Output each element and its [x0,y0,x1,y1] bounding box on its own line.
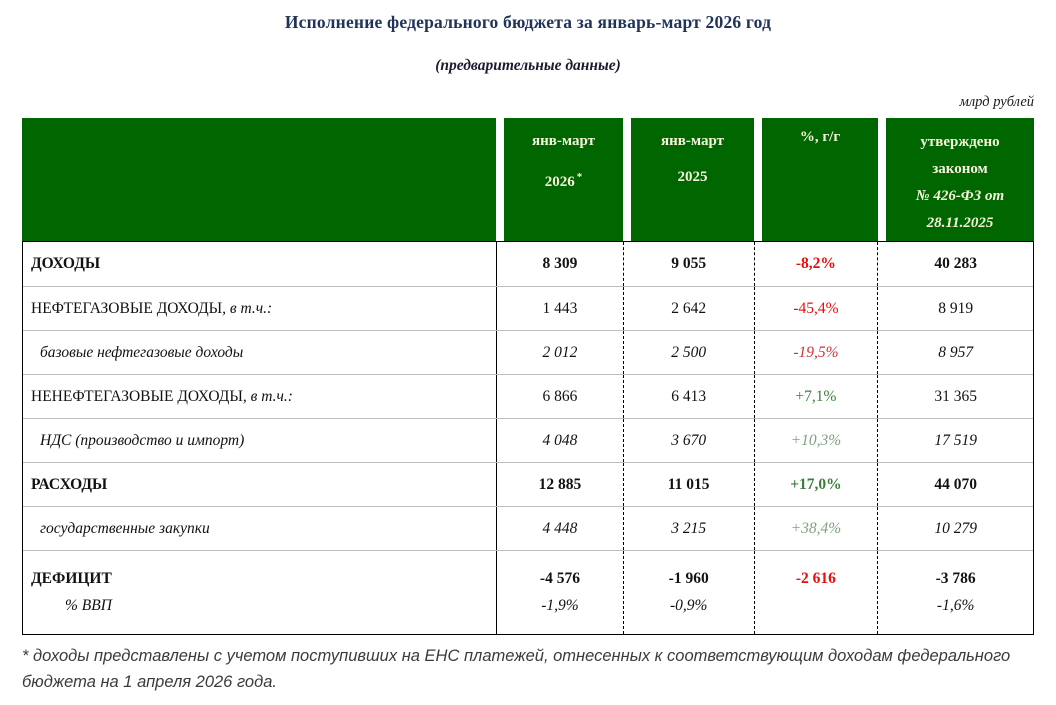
value-pct-yoy: +10,3% [754,419,878,462]
table-row-deficit [23,550,1033,634]
value-pct-yoy: +38,4% [754,507,878,550]
header-year-2026: 2026 * [544,171,583,190]
row-label: НДС (производство и импорт) [40,431,245,449]
table-body [22,241,1034,635]
row-label: государственные закупки [40,519,210,537]
value-approved: 31 365 [877,375,1033,418]
table-row-revenues [23,242,1033,286]
units-label: млрд рублей [959,94,1034,110]
value-pct-yoy: +7,1% [754,375,878,418]
value-2025: 9 055 [623,242,754,286]
table-row-non-oil-gas-revenues [23,374,1033,418]
value-2026: 12 885 [496,463,623,506]
table-row-vat [23,418,1033,462]
value-approved: 40 283 [877,242,1033,286]
budget-table [22,118,1034,635]
header-cell-indicator [22,118,496,241]
value-approved-gdp: -1,6% [936,596,975,614]
law-reference: 28.11.2025 [926,215,994,231]
row-label: НЕНЕФТЕГАЗОВЫЕ ДОХОДЫ , в т.ч.: [31,387,293,405]
value-2026: 8 309 [496,242,623,286]
value-2026-gdp: -1,9% [541,596,579,614]
value-2026: 6 866 [496,375,623,418]
header-cell-jan-mar-2025 [631,118,754,241]
value-pct-yoy: -8,2% [754,242,878,286]
table-header-row [22,118,1034,241]
value-approved: 8 919 [877,287,1033,330]
value-2025: 2 500 [623,331,754,374]
pct-gdp-label: % ВВП [65,596,112,614]
row-label-suffix: , в т.ч.: [222,299,273,317]
value-approved: 8 957 [877,331,1033,374]
page [22,0,1034,695]
value-2025: 11 015 [623,463,754,506]
value-approved: 10 279 [877,507,1033,550]
table-row-expenditures [23,462,1033,506]
value-2026: 4 448 [496,507,623,550]
value-pct-yoy: -19,5% [754,331,878,374]
footnote: * доходы представлены с учетом поступивших на ЕНС платежей, отнесенных к соответствующим доходам федерального бюджета на 1 апреля 2026 года. [22,647,1011,691]
header-pct-label: %, г/г [799,129,841,145]
value-pct-yoy: +17,0% [754,463,878,506]
header-cell-pct-yoy [762,118,878,241]
table-row-state-procurement [23,506,1033,550]
row-label: НЕФТЕГАЗОВЫЕ ДОХОДЫ , в т.ч.: [31,299,273,317]
value-2025-gdp: -0,9% [669,596,708,614]
table-row-base-oil-gas-revenues [23,330,1033,374]
value-2025: 3 215 [623,507,754,550]
page-title: Исполнение федерального бюджета за январь-март 2026 год [284,12,772,32]
row-label: РАСХОДЫ [31,475,108,493]
header-period-label: янв-март [661,133,724,149]
footnote-mark: * [576,171,583,183]
row-label: ДОХОДЫ [31,255,101,272]
row-label-suffix: , в т.ч.: [242,387,293,405]
value-2026: 1 443 [496,287,623,330]
value-2026: 2 012 [496,331,623,374]
law-reference: № 426-ФЗ от [915,188,1005,204]
header-cell-approved-by-law: утверждено законом № 426-ФЗ от 28.11.2025 [886,118,1034,241]
header-cell-jan-mar-2026 [504,118,623,241]
value-2025: 2 642 [623,287,754,330]
value-2026: 4 048 [496,419,623,462]
value-approved: -3 786 -1,6% [877,551,1033,634]
value-2025: -1 960 -0,9% [623,551,754,634]
header-period-label: янв-март [532,133,595,149]
value-2025: 3 670 [623,419,754,462]
row-label: базовые нефтегазовые доходы [40,343,244,361]
value-approved: 44 070 [877,463,1033,506]
value-2025: 6 413 [623,375,754,418]
value-pct-yoy: -45,4% [754,287,878,330]
value-2026: -4 576 -1,9% [496,551,623,634]
row-label [23,551,496,634]
value-pct-yoy: -2 616 [754,551,878,634]
value-approved: 17 519 [877,419,1033,462]
page-subtitle: (предварительные данные) [435,57,621,74]
deficit-label: ДЕФИЦИТ [31,569,112,587]
header-year-2025: 2025 [677,169,708,185]
table-row-oil-gas-revenues [23,286,1033,330]
